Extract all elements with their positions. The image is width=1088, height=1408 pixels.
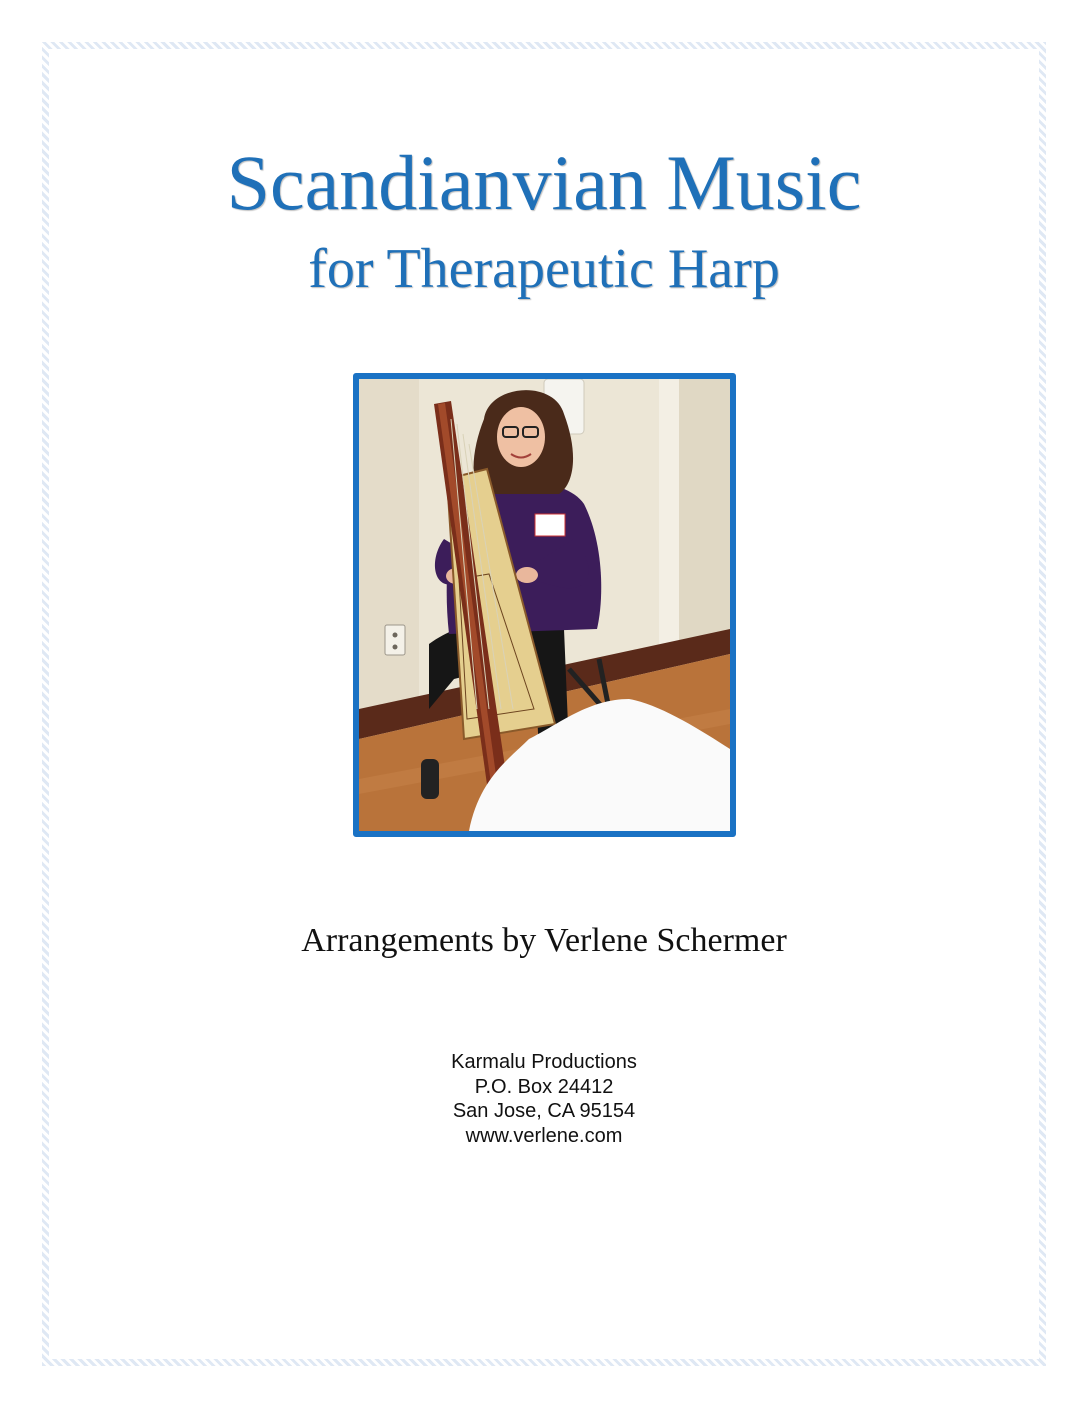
publisher-website[interactable]: www.verlene.com: [465, 1124, 623, 1147]
publisher-block: [0, 1050, 1088, 1148]
harpist-photo-illustration: [359, 379, 730, 831]
publisher-name: Karmalu Productions: [451, 1051, 637, 1073]
publisher-city: San Jose, CA 95154: [452, 1100, 636, 1122]
book-subtitle: for Therapeutic Harp: [308, 238, 780, 300]
author-byline: Arrangements by Verlene Schermer: [301, 922, 787, 959]
book-title: Scandianvian Music: [226, 139, 862, 226]
publisher-po-box: P.O. Box 24412: [474, 1075, 614, 1098]
cover-photo: [353, 373, 736, 837]
